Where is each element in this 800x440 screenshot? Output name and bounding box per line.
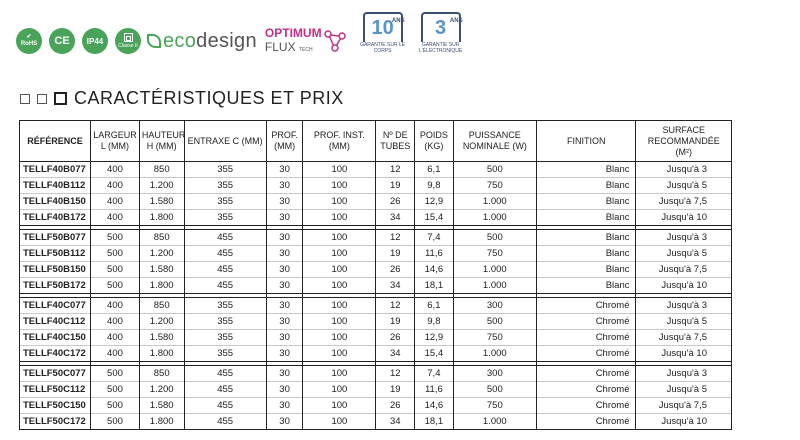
cell-surface: Jusqu'à 7,5 xyxy=(636,262,732,278)
cell-height: 1.580 xyxy=(139,398,184,414)
cell-depth: 30 xyxy=(266,210,303,226)
cell-depth: 30 xyxy=(266,414,303,430)
molecule-icon xyxy=(322,28,348,54)
cell-power: 1.000 xyxy=(453,346,536,362)
col-header-surface: SURFACE RECOMMANDÉE (M²) xyxy=(636,121,732,162)
cell-install-depth: 100 xyxy=(303,210,376,226)
cell-surface: Jusqu'à 3 xyxy=(636,230,732,246)
cell-width: 500 xyxy=(91,278,140,294)
cell-height: 1.580 xyxy=(139,330,184,346)
cell-entraxe: 455 xyxy=(184,230,266,246)
cell-width: 500 xyxy=(91,414,140,430)
cell-depth: 30 xyxy=(266,382,303,398)
cell-height: 850 xyxy=(139,230,184,246)
cell-height: 850 xyxy=(139,162,184,178)
cell-width: 400 xyxy=(91,210,140,226)
cell-weight: 18,1 xyxy=(415,414,454,430)
certification-logos xyxy=(16,10,476,72)
classe-ii-badge: Classe II xyxy=(115,28,141,54)
cell-reference: TELLF40B112 xyxy=(20,178,91,194)
cell-entraxe: 455 xyxy=(184,398,266,414)
table-row xyxy=(20,366,732,382)
cell-width: 500 xyxy=(91,398,140,414)
cell-width: 400 xyxy=(91,194,140,210)
cell-depth: 30 xyxy=(266,314,303,330)
cell-height: 1.580 xyxy=(139,262,184,278)
table-row xyxy=(20,230,732,246)
cell-reference: TELLF50C150 xyxy=(20,398,91,414)
cell-weight: 6,1 xyxy=(415,162,454,178)
cell-reference: TELLF50B077 xyxy=(20,230,91,246)
table-row xyxy=(20,314,732,330)
cell-depth: 30 xyxy=(266,262,303,278)
cell-width: 500 xyxy=(91,246,140,262)
cell-reference: TELLF40B172 xyxy=(20,210,91,226)
cell-weight: 7,4 xyxy=(415,366,454,382)
col-header-entraxe: ENTRAXE C (MM) xyxy=(184,121,266,162)
cell-reference: TELLF40C150 xyxy=(20,330,91,346)
checkbox-icon xyxy=(37,94,47,104)
col-header-power: PUISSANCE NOMINALE (W) xyxy=(453,121,536,162)
cell-power: 300 xyxy=(453,366,536,382)
cell-tubes: 34 xyxy=(376,346,415,362)
cell-entraxe: 455 xyxy=(184,382,266,398)
cell-surface: Jusqu'à 10 xyxy=(636,278,732,294)
col-header-reference: RÉFÉRENCE xyxy=(20,121,91,162)
table-row xyxy=(20,298,732,314)
cell-surface: Jusqu'à 5 xyxy=(636,178,732,194)
cell-surface: Jusqu'à 5 xyxy=(636,314,732,330)
optimum-flux-logo: OPTIMUM FLUX TECH xyxy=(265,26,348,57)
rohs-badge: ✔ RoHS xyxy=(16,28,42,54)
cell-surface: Jusqu'à 3 xyxy=(636,162,732,178)
cell-tubes: 19 xyxy=(376,382,415,398)
cell-height: 1.800 xyxy=(139,278,184,294)
cell-reference: TELLF50C112 xyxy=(20,382,91,398)
rohs-check-icon: ✔ xyxy=(26,34,32,40)
col-header-tubes: Nº DE TUBES xyxy=(376,121,415,162)
cell-install-depth: 100 xyxy=(303,346,376,362)
cell-width: 500 xyxy=(91,366,140,382)
cell-weight: 6,1 xyxy=(415,298,454,314)
cell-surface: Jusqu'à 5 xyxy=(636,382,732,398)
cell-height: 1.200 xyxy=(139,314,184,330)
cell-finish: Chromé xyxy=(536,314,636,330)
cell-install-depth: 100 xyxy=(303,178,376,194)
cell-depth: 30 xyxy=(266,278,303,294)
table-row xyxy=(20,262,732,278)
cell-finish: Chromé xyxy=(536,414,636,430)
cell-finish: Blanc xyxy=(536,262,636,278)
cell-finish: Chromé xyxy=(536,398,636,414)
cell-width: 400 xyxy=(91,330,140,346)
cell-install-depth: 100 xyxy=(303,330,376,346)
cell-install-depth: 100 xyxy=(303,246,376,262)
cell-height: 1.200 xyxy=(139,382,184,398)
cell-entraxe: 355 xyxy=(184,194,266,210)
cell-finish: Chromé xyxy=(536,382,636,398)
cell-tubes: 12 xyxy=(376,230,415,246)
cell-width: 500 xyxy=(91,382,140,398)
cell-install-depth: 100 xyxy=(303,262,376,278)
warranty-10-years-badge: 10 ANS GARANTIE SUR LE CORPS xyxy=(360,12,406,70)
cell-tubes: 26 xyxy=(376,398,415,414)
cell-power: 750 xyxy=(453,246,536,262)
cell-reference: TELLF40B150 xyxy=(20,194,91,210)
cell-surface: Jusqu'à 3 xyxy=(636,298,732,314)
cell-weight: 11,6 xyxy=(415,382,454,398)
cell-entraxe: 355 xyxy=(184,314,266,330)
cell-entraxe: 455 xyxy=(184,246,266,262)
cell-finish: Blanc xyxy=(536,278,636,294)
section-heading xyxy=(20,88,344,109)
cell-power: 1.000 xyxy=(453,262,536,278)
col-header-finish: FINITION xyxy=(536,121,636,162)
cell-depth: 30 xyxy=(266,346,303,362)
cell-weight: 14,6 xyxy=(415,262,454,278)
cell-reference: TELLF50B112 xyxy=(20,246,91,262)
cell-install-depth: 100 xyxy=(303,366,376,382)
page-title: CARACTÉRISTIQUES ET PRIX xyxy=(74,88,344,108)
cell-entraxe: 355 xyxy=(184,330,266,346)
cell-height: 1.800 xyxy=(139,414,184,430)
cell-power: 1.000 xyxy=(453,210,536,226)
cell-finish: Chromé xyxy=(536,330,636,346)
cell-entraxe: 355 xyxy=(184,346,266,362)
ip44-badge: IP44 xyxy=(82,28,108,54)
cell-reference: TELLF50C172 xyxy=(20,414,91,430)
leaf-icon xyxy=(147,34,161,48)
table-row xyxy=(20,162,732,178)
cell-width: 400 xyxy=(91,178,140,194)
cell-install-depth: 100 xyxy=(303,398,376,414)
cell-tubes: 12 xyxy=(376,298,415,314)
cell-power: 500 xyxy=(453,314,536,330)
cell-reference: TELLF40C077 xyxy=(20,298,91,314)
cell-finish: Blanc xyxy=(536,246,636,262)
cell-height: 1.580 xyxy=(139,194,184,210)
cell-install-depth: 100 xyxy=(303,414,376,430)
shield-icon: 10 xyxy=(363,12,403,42)
checkbox-icon xyxy=(20,94,30,104)
cell-height: 850 xyxy=(139,298,184,314)
table-row xyxy=(20,414,732,430)
ce-badge: CE xyxy=(49,28,75,54)
cell-install-depth: 100 xyxy=(303,278,376,294)
double-insulation-icon xyxy=(124,33,133,42)
cell-weight: 18,1 xyxy=(415,278,454,294)
shield-icon: 3 xyxy=(421,12,461,42)
col-header-install-depth: PROF. INST. (MM) xyxy=(303,121,376,162)
cell-width: 400 xyxy=(91,346,140,362)
cell-tubes: 26 xyxy=(376,330,415,346)
cell-tubes: 12 xyxy=(376,162,415,178)
cell-weight: 9,8 xyxy=(415,314,454,330)
header-row xyxy=(20,121,732,162)
cell-depth: 30 xyxy=(266,246,303,262)
cell-reference: TELLF50B172 xyxy=(20,278,91,294)
table-row xyxy=(20,382,732,398)
cell-power: 500 xyxy=(453,162,536,178)
cell-surface: Jusqu'à 10 xyxy=(636,210,732,226)
ecodesign-logo: ecodesign xyxy=(147,30,257,53)
cell-tubes: 19 xyxy=(376,178,415,194)
table-row xyxy=(20,210,732,226)
cell-depth: 30 xyxy=(266,162,303,178)
cell-surface: Jusqu'à 5 xyxy=(636,246,732,262)
col-header-depth: PROF. (MM) xyxy=(266,121,303,162)
cell-power: 1.000 xyxy=(453,414,536,430)
cell-tubes: 19 xyxy=(376,246,415,262)
cell-weight: 15,4 xyxy=(415,346,454,362)
cell-reference: TELLF40C112 xyxy=(20,314,91,330)
checkbox-icon xyxy=(54,92,67,105)
cell-finish: Blanc xyxy=(536,178,636,194)
cell-width: 400 xyxy=(91,162,140,178)
col-header-weight: POIDS (KG) xyxy=(415,121,454,162)
cell-tubes: 34 xyxy=(376,414,415,430)
cell-surface: Jusqu'à 10 xyxy=(636,414,732,430)
table-row xyxy=(20,178,732,194)
col-header-width: LARGEUR L (MM) xyxy=(91,121,140,162)
cell-power: 750 xyxy=(453,330,536,346)
cell-install-depth: 100 xyxy=(303,194,376,210)
cell-entraxe: 455 xyxy=(184,278,266,294)
cell-entraxe: 455 xyxy=(184,262,266,278)
cell-tubes: 26 xyxy=(376,194,415,210)
cell-surface: Jusqu'à 3 xyxy=(636,366,732,382)
cell-power: 300 xyxy=(453,298,536,314)
cell-power: 750 xyxy=(453,398,536,414)
table-row xyxy=(20,246,732,262)
cell-depth: 30 xyxy=(266,398,303,414)
cell-power: 1.000 xyxy=(453,278,536,294)
cell-install-depth: 100 xyxy=(303,162,376,178)
cell-tubes: 12 xyxy=(376,366,415,382)
cell-finish: Chromé xyxy=(536,298,636,314)
cell-depth: 30 xyxy=(266,230,303,246)
col-header-height: HAUTEUR H (MM) xyxy=(139,121,184,162)
cell-reference: TELLF40C172 xyxy=(20,346,91,362)
cell-reference: TELLF40B077 xyxy=(20,162,91,178)
table-row xyxy=(20,330,732,346)
cell-install-depth: 100 xyxy=(303,230,376,246)
table-row xyxy=(20,398,732,414)
cell-tubes: 34 xyxy=(376,210,415,226)
cell-height: 1.200 xyxy=(139,246,184,262)
cell-surface: Jusqu'à 7,5 xyxy=(636,398,732,414)
cell-width: 400 xyxy=(91,314,140,330)
cell-weight: 11,6 xyxy=(415,246,454,262)
cell-height: 1.800 xyxy=(139,346,184,362)
cell-tubes: 34 xyxy=(376,278,415,294)
cell-entraxe: 355 xyxy=(184,298,266,314)
cell-entraxe: 355 xyxy=(184,162,266,178)
table-row xyxy=(20,278,732,294)
cell-weight: 15,4 xyxy=(415,210,454,226)
cell-height: 850 xyxy=(139,366,184,382)
cell-entraxe: 455 xyxy=(184,366,266,382)
cell-weight: 9,8 xyxy=(415,178,454,194)
cell-finish: Blanc xyxy=(536,210,636,226)
cell-finish: Blanc xyxy=(536,162,636,178)
cell-finish: Chromé xyxy=(536,366,636,382)
cell-width: 500 xyxy=(91,262,140,278)
cell-weight: 12,9 xyxy=(415,330,454,346)
cell-install-depth: 100 xyxy=(303,298,376,314)
table-row xyxy=(20,194,732,210)
cell-depth: 30 xyxy=(266,194,303,210)
cell-weight: 7,4 xyxy=(415,230,454,246)
cell-install-depth: 100 xyxy=(303,382,376,398)
warranty-3-years-badge: 3 ANS GARANTIE SUR L'ÉLECTRONIQUE xyxy=(418,12,464,70)
cell-depth: 30 xyxy=(266,330,303,346)
cell-entraxe: 455 xyxy=(184,414,266,430)
cell-reference: TELLF50C077 xyxy=(20,366,91,382)
cell-reference: TELLF50B150 xyxy=(20,262,91,278)
cell-install-depth: 100 xyxy=(303,314,376,330)
cell-depth: 30 xyxy=(266,298,303,314)
cell-entraxe: 355 xyxy=(184,178,266,194)
cell-tubes: 26 xyxy=(376,262,415,278)
cell-width: 500 xyxy=(91,230,140,246)
cell-surface: Jusqu'à 7,5 xyxy=(636,194,732,210)
cell-surface: Jusqu'à 10 xyxy=(636,346,732,362)
cell-power: 750 xyxy=(453,178,536,194)
cell-depth: 30 xyxy=(266,178,303,194)
cell-height: 1.800 xyxy=(139,210,184,226)
cell-power: 1.000 xyxy=(453,194,536,210)
cell-width: 400 xyxy=(91,298,140,314)
cell-depth: 30 xyxy=(266,366,303,382)
cell-weight: 12,9 xyxy=(415,194,454,210)
cell-finish: Blanc xyxy=(536,194,636,210)
cell-weight: 14,6 xyxy=(415,398,454,414)
specs-table xyxy=(19,120,732,430)
cell-finish: Chromé xyxy=(536,346,636,362)
cell-finish: Blanc xyxy=(536,230,636,246)
cell-height: 1.200 xyxy=(139,178,184,194)
cell-power: 500 xyxy=(453,230,536,246)
cell-power: 500 xyxy=(453,382,536,398)
table-row xyxy=(20,346,732,362)
cell-entraxe: 355 xyxy=(184,210,266,226)
cell-surface: Jusqu'à 7,5 xyxy=(636,330,732,346)
cell-tubes: 19 xyxy=(376,314,415,330)
